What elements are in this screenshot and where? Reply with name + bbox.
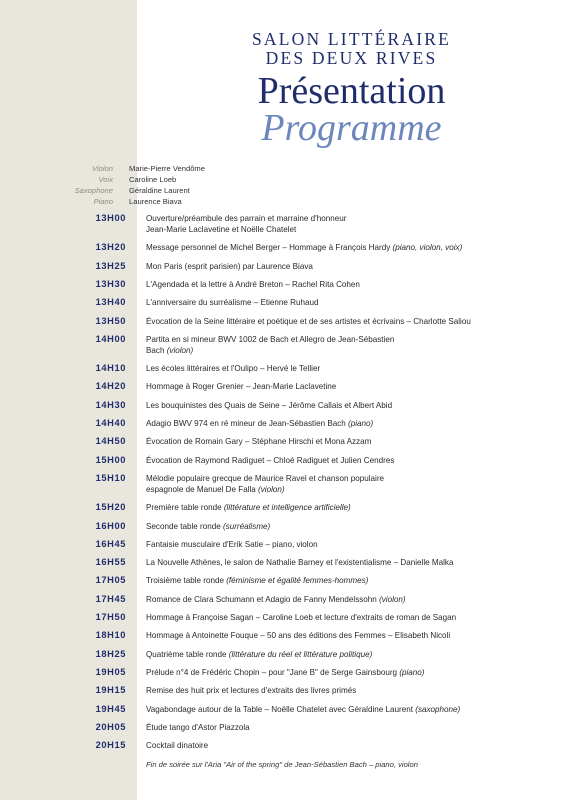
- program-description-line: Bach: [146, 345, 167, 355]
- program-description: [146, 521, 546, 532]
- program-instrument-note: (violon): [258, 484, 285, 494]
- program-description-line: Adagio BWV 974 en ré mineur de Jean-Sébastien Bach: [146, 419, 349, 428]
- program-time: 14H50: [95, 436, 126, 447]
- program-time: 19H05: [95, 666, 126, 677]
- program-time: 16H55: [95, 557, 126, 568]
- program-description: [146, 279, 546, 290]
- program-description-line: Message personnel de Michel Berger – Hommage à François Hardy: [146, 243, 393, 253]
- program-description: [146, 334, 546, 356]
- program-description: [146, 297, 546, 308]
- cast-name: Caroline Loeb: [129, 175, 177, 184]
- program-description-line: Les bouquinistes des Quais de Seine – Jérôme Callais et Albert Abid: [146, 400, 393, 410]
- program-description: [146, 363, 546, 374]
- program-description: [146, 400, 546, 411]
- program-time: 14H30: [95, 399, 126, 410]
- program-description: [146, 381, 546, 392]
- program-description: [146, 685, 546, 696]
- cast-name: Laurence Biava: [129, 197, 182, 206]
- program-time: 19H15: [95, 685, 126, 696]
- program-description-line: Troisième table ronde: [146, 576, 227, 586]
- program-description-line: Les écoles littéraires et l'Oulipo – Hervé le Tellier: [146, 364, 321, 374]
- program-description-line: Évocation de Romain Gary – Stéphane Hirschi et Mona Azzam: [146, 437, 372, 447]
- program-instrument-note: (féminisme et égalité femmes-hommes): [226, 576, 369, 586]
- program-description: [146, 473, 546, 495]
- program-description-line: Fantaisie musculaire d'Erik Satie – piano, violon: [146, 539, 318, 549]
- program-time: 17H50: [95, 612, 126, 622]
- program-instrument-note: (piano): [399, 667, 425, 677]
- program-description-line: Mélodie populaire grecque de Maurice Ravel et chanson populaire: [146, 473, 385, 483]
- program-time: 14H20: [95, 381, 126, 392]
- cast-row: [0, 196, 566, 207]
- program-time: 20H15: [95, 740, 126, 751]
- cast-name: Géraldine Laurent: [129, 186, 190, 195]
- program-description: [146, 557, 546, 568]
- program-description: [146, 594, 546, 605]
- program-description-line: Hommage à Antoinette Fouque – 50 ans des éditions des Femmes – Elisabeth Nicoli: [146, 631, 451, 641]
- program-description-line: Quatrième table ronde: [146, 649, 229, 659]
- program-time: 13H25: [95, 260, 126, 271]
- program-description-line: Cocktail dinatoire: [146, 741, 209, 751]
- program-description-line: Partita en si mineur BWV 1002 de Bach et Allegro de Jean-Sébastien: [146, 334, 395, 344]
- program-instrument-note: (violon): [379, 594, 406, 604]
- program-description-line: L'Agendada et la lettre à André Breton – Rachel Rita Cohen: [146, 279, 360, 289]
- program-description-line: Remise des huit prix et lectures d'extraits des livres primés: [146, 686, 357, 696]
- page-title: Présentation: [257, 70, 446, 112]
- program-time: 18H25: [95, 648, 126, 659]
- program-description: [146, 539, 546, 550]
- program-description-line: Première table ronde: [146, 503, 224, 513]
- program-description: [146, 242, 546, 253]
- program-description-line: Mon Paris (esprit parisien) par Laurence Biava: [146, 261, 313, 271]
- program-time: 17H45: [95, 593, 126, 604]
- program-description: [146, 436, 546, 447]
- cast-role: Violon: [92, 164, 113, 173]
- program-time: 17H05: [95, 575, 126, 586]
- program-time: 13H30: [95, 278, 126, 289]
- program-time: 13H40: [95, 297, 126, 308]
- program-description: [146, 455, 546, 466]
- program-time: 18H10: [95, 630, 126, 641]
- program-instrument-note: (piano, violon, voix): [392, 243, 463, 253]
- program-time: 13H20: [95, 242, 126, 253]
- program-description-line: Hommage à Françoise Sagan – Caroline Loeb et lecture d'extraits de roman de Sagan: [146, 613, 457, 622]
- salon-name-line1: SALON LITTÉRAIRE: [252, 29, 451, 49]
- program-description: [146, 667, 546, 678]
- program-description: [146, 722, 546, 733]
- program-description-line: Jean-Marie Laclavetine et Noëlle Chatelet: [146, 225, 297, 234]
- program-time: 15H20: [95, 502, 126, 513]
- program-description-line: Étude tango d'Astor Piazzola: [146, 722, 250, 732]
- cast-row: [0, 174, 566, 185]
- program-description-line: Évocation de Raymond Radiguet – Chloé Radiguet et Julien Cendres: [146, 455, 395, 465]
- program-description: [146, 213, 546, 235]
- program-time: 14H40: [95, 418, 126, 428]
- cast-role: Saxophone: [74, 186, 113, 195]
- program-description-line: Romance de Clara Schumann et Adagio de Fanny Mendelssohn: [146, 594, 380, 604]
- program-description: [146, 704, 546, 715]
- salon-name-line2: DES DEUX RIVES: [265, 48, 438, 68]
- program-instrument-note: (saxophone): [415, 704, 461, 714]
- cast-list: [0, 163, 566, 207]
- footer-note: Fin de soirée sur l'Aria "Air of the spring" de Jean-Sébastien Bach – piano, violon: [146, 760, 418, 769]
- program-time: 14H00: [95, 333, 126, 344]
- program-description: [146, 740, 546, 751]
- program-description: [146, 612, 546, 623]
- program-description: [146, 418, 546, 429]
- program-time: 16H45: [95, 538, 126, 549]
- program-time: 14H10: [95, 363, 126, 374]
- program-time: 16H00: [95, 520, 126, 531]
- program-description-line: Évocation de la Seine littéraire et poétique et de ses artistes et écrivains – Charlotte Saliou: [146, 316, 471, 326]
- program-instrument-note: (littérature du réel et littérature politique): [228, 649, 373, 659]
- cast-role: Piano: [93, 197, 113, 206]
- cast-name: Marie-Pierre Vendôme: [129, 164, 205, 173]
- program-description-line: Prélude n°4 de Frédéric Chopin – pour "Jane B" de Serge Gainsbourg: [146, 667, 400, 677]
- program-description: [146, 630, 546, 641]
- cast-row: [0, 185, 566, 196]
- program-time: 13H50: [95, 315, 126, 326]
- program-description-line: Seconde table ronde: [146, 521, 223, 531]
- program-description-line: L'anniversaire du surréalisme – Etienne Ruhaud: [146, 298, 319, 308]
- page-subtitle: Programme: [261, 107, 442, 149]
- program-instrument-note: (littérature et intelligence artificielle): [223, 503, 351, 513]
- program-time: 13H00: [95, 213, 126, 223]
- program-time: 20H05: [95, 721, 126, 732]
- page-header: [137, 29, 566, 149]
- program-time: 19H45: [95, 703, 126, 714]
- program-instrument-note: (piano): [348, 419, 374, 428]
- program-time: 15H00: [95, 454, 126, 465]
- program-description-line: Hommage à Roger Grenier – Jean-Marie Laclavetine: [146, 382, 337, 392]
- program-description: [146, 649, 546, 660]
- program-instrument-note: (surréalisme): [222, 521, 271, 531]
- program-description: [146, 316, 546, 327]
- program-description: [146, 261, 546, 272]
- program-description-line: Ouverture/préambule des parrain et marraine d'honneur: [146, 214, 347, 223]
- cast-row: [0, 163, 566, 174]
- program-description-line: espagnole de Manuel De Falla: [146, 484, 259, 494]
- program-description-line: Vagabondage autour de la Table – Noëlle Chatelet avec Géraldine Laurent: [146, 704, 416, 714]
- program-time: 15H10: [95, 472, 126, 483]
- program-description: [146, 502, 546, 513]
- program-description-line: La Nouvelle Athènes, le salon de Nathalie Barney et l'existentialisme – Danielle Malka: [146, 558, 454, 568]
- program-instrument-note: (violon): [166, 345, 194, 355]
- cast-role: Voix: [98, 175, 113, 184]
- program-description: [146, 575, 546, 586]
